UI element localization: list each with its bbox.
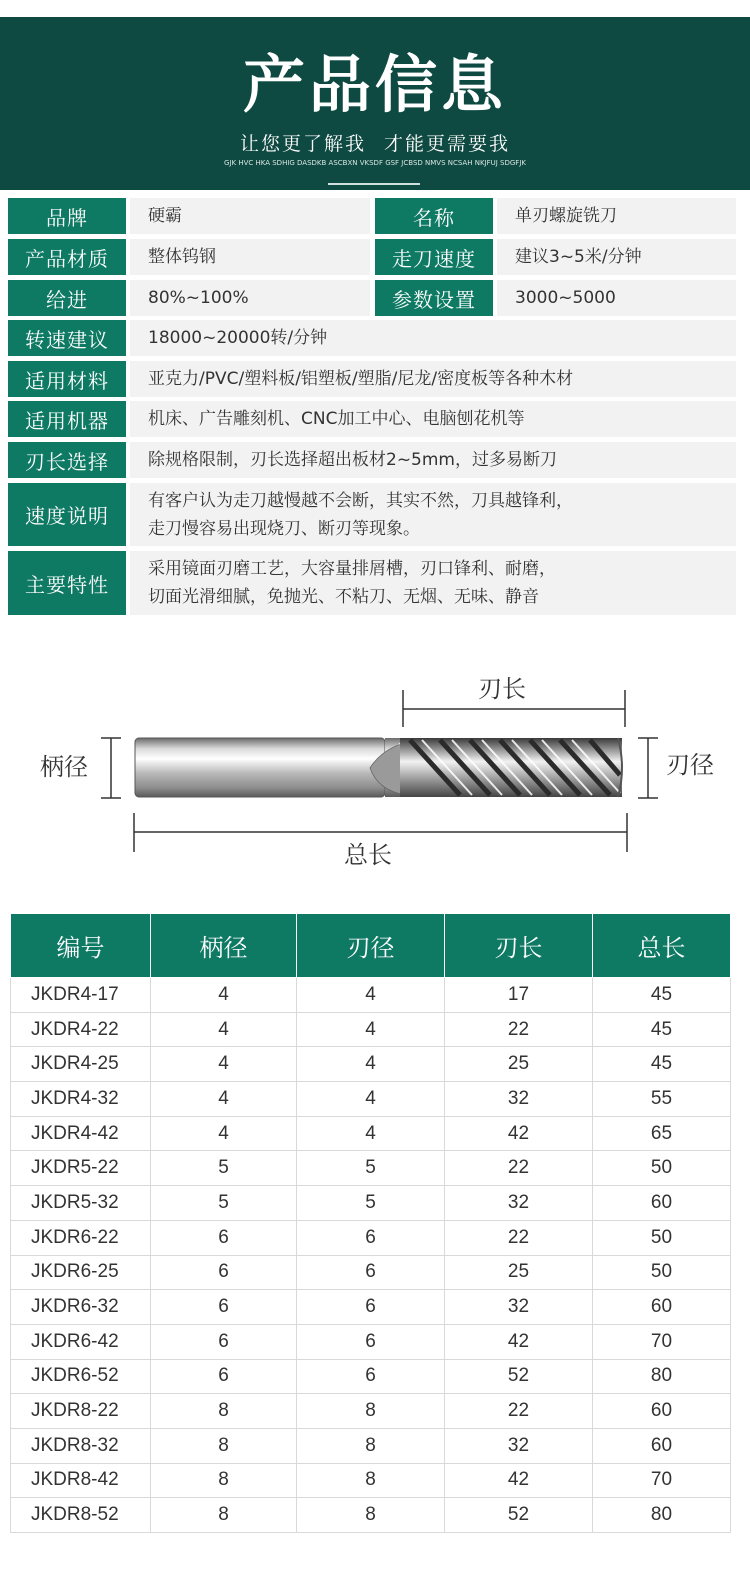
features-value xyxy=(130,551,736,615)
spec-table-header xyxy=(11,914,731,978)
decorative-letters: GJK HVC HKA SDHIG DASDKB ASCBXN VKSDF GSF JCBSD NMVS NCSAH NKJFUJ SDGFJK xyxy=(224,159,526,167)
cell-code: JKDR8-52 xyxy=(11,1498,151,1533)
cell-total-length: 45 xyxy=(593,1012,731,1047)
cell-total-length: 50 xyxy=(593,1151,731,1186)
table-row xyxy=(11,1220,731,1255)
cell-code: JKDR4-32 xyxy=(11,1082,151,1117)
materials-value: 亚克力/PVC/塑料板/铝塑板/塑脂/尼龙/密度板等各种木材 xyxy=(130,361,736,397)
table-row xyxy=(11,1394,731,1429)
name-value: 单刃螺旋铣刀 xyxy=(497,198,736,234)
cell-code: JKDR8-22 xyxy=(11,1394,151,1429)
speed-note-line-1: 有客户认为走刀越慢越不会断，其实不然，刀具越锋利， xyxy=(148,490,573,511)
cell-blade-length: 52 xyxy=(445,1359,593,1394)
cell-code: JKDR4-42 xyxy=(11,1116,151,1151)
cell-shank-dia: 6 xyxy=(151,1220,297,1255)
cell-total-length: 50 xyxy=(593,1220,731,1255)
cell-blade-dia: 4 xyxy=(297,1047,445,1082)
page-subtitle: 让您更了解我 才能更需要我 xyxy=(239,133,511,155)
feed-value: 80%~100% xyxy=(130,280,370,316)
tool-diagram xyxy=(0,670,750,880)
material-label: 产品材质 xyxy=(8,239,126,275)
cell-shank-dia: 4 xyxy=(151,1082,297,1117)
params-value: 3000~5000 xyxy=(497,280,736,316)
cell-blade-dia: 8 xyxy=(297,1394,445,1429)
cell-blade-dia: 6 xyxy=(297,1255,445,1290)
cell-code: JKDR4-25 xyxy=(11,1047,151,1082)
cell-shank-dia: 8 xyxy=(151,1463,297,1498)
cell-blade-dia: 8 xyxy=(297,1498,445,1533)
cell-total-length: 60 xyxy=(593,1428,731,1463)
cell-shank-dia: 5 xyxy=(151,1186,297,1221)
table-row xyxy=(11,1082,731,1117)
total-length-dim-label: 总长 xyxy=(344,841,392,869)
features-line-1: 采用镜面刃磨工艺，大容量排屑槽，刃口锋利、耐磨， xyxy=(148,559,556,579)
rpm-value: 18000~20000转/分钟 xyxy=(130,320,736,356)
col-header-code: 编号 xyxy=(11,914,151,978)
blade-length-value: 除规格限制，刃长选择超出板材2~5mm，过多易断刀 xyxy=(130,442,736,478)
cell-code: JKDR6-42 xyxy=(11,1324,151,1359)
cell-shank-dia: 8 xyxy=(151,1498,297,1533)
name-label: 名称 xyxy=(375,198,493,234)
info-row-speed-note xyxy=(8,483,736,546)
cell-blade-length: 22 xyxy=(445,1220,593,1255)
speed-note-line-2: 走刀慢容易出现烧刀、断刃等现象。 xyxy=(148,518,420,539)
rpm-label: 转速建议 xyxy=(8,320,126,356)
cell-shank-dia: 4 xyxy=(151,1116,297,1151)
cell-shank-dia: 6 xyxy=(151,1290,297,1325)
cell-blade-length: 22 xyxy=(445,1394,593,1429)
table-row xyxy=(11,1255,731,1290)
cell-total-length: 60 xyxy=(593,1290,731,1325)
table-row xyxy=(11,1463,731,1498)
cell-shank-dia: 8 xyxy=(151,1394,297,1429)
cell-total-length: 45 xyxy=(593,978,731,1013)
blade-dia-dim-label: 刃径 xyxy=(666,751,714,779)
cell-code: JKDR4-17 xyxy=(11,978,151,1013)
cell-code: JKDR8-42 xyxy=(11,1463,151,1498)
cell-blade-length: 25 xyxy=(445,1047,593,1082)
cell-blade-dia: 6 xyxy=(297,1290,445,1325)
cell-blade-dia: 5 xyxy=(297,1186,445,1221)
cell-blade-dia: 4 xyxy=(297,978,445,1013)
table-row xyxy=(11,1116,731,1151)
cell-code: JKDR4-22 xyxy=(11,1012,151,1047)
cell-code: JKDR6-25 xyxy=(11,1255,151,1290)
cell-blade-length: 22 xyxy=(445,1012,593,1047)
cell-blade-dia: 4 xyxy=(297,1116,445,1151)
cell-shank-dia: 6 xyxy=(151,1359,297,1394)
cell-total-length: 60 xyxy=(593,1394,731,1429)
table-row xyxy=(11,1186,731,1221)
info-row-machines xyxy=(8,401,736,437)
machines-value: 机床、广告雕刻机、CNC加工中心、电脑刨花机等 xyxy=(130,401,736,437)
col-header-blade-dia: 刃径 xyxy=(297,914,445,978)
info-row-feed xyxy=(8,280,736,316)
cell-total-length: 70 xyxy=(593,1463,731,1498)
header-banner xyxy=(0,17,750,190)
cell-blade-dia: 6 xyxy=(297,1359,445,1394)
cell-shank-dia: 8 xyxy=(151,1428,297,1463)
info-row-rpm xyxy=(8,320,736,356)
cell-blade-length: 32 xyxy=(445,1082,593,1117)
info-row-blade-length xyxy=(8,442,736,478)
feed-speed-label: 走刀速度 xyxy=(375,239,493,275)
cell-blade-length: 42 xyxy=(445,1463,593,1498)
cell-shank-dia: 6 xyxy=(151,1324,297,1359)
cell-blade-length: 32 xyxy=(445,1428,593,1463)
col-header-shank-dia: 柄径 xyxy=(151,914,297,978)
features-line-2: 切面光滑细腻，免抛光、不粘刀、无烟、无味、静音 xyxy=(148,587,539,607)
machines-label: 适用机器 xyxy=(8,401,126,437)
cell-shank-dia: 4 xyxy=(151,1047,297,1082)
table-row xyxy=(11,1324,731,1359)
cell-blade-length: 42 xyxy=(445,1116,593,1151)
shank-dia-dim-label: 柄径 xyxy=(40,753,88,781)
cell-total-length: 60 xyxy=(593,1186,731,1221)
cell-total-length: 50 xyxy=(593,1255,731,1290)
cell-total-length: 55 xyxy=(593,1082,731,1117)
cell-shank-dia: 6 xyxy=(151,1255,297,1290)
title-underline xyxy=(328,183,420,185)
page-title: 产品信息 xyxy=(242,48,507,121)
brand-value: 硬霸 xyxy=(130,198,370,234)
speed-note-value xyxy=(130,483,736,546)
params-label: 参数设置 xyxy=(375,280,493,316)
cell-code: JKDR5-22 xyxy=(11,1151,151,1186)
cell-code: JKDR6-22 xyxy=(11,1220,151,1255)
cell-total-length: 80 xyxy=(593,1359,731,1394)
cell-blade-dia: 4 xyxy=(297,1082,445,1117)
cell-shank-dia: 5 xyxy=(151,1151,297,1186)
blade-length-dim-label: 刃长 xyxy=(478,675,526,703)
cell-blade-dia: 6 xyxy=(297,1324,445,1359)
table-row xyxy=(11,978,731,1013)
cell-code: JKDR6-52 xyxy=(11,1359,151,1394)
table-row xyxy=(11,1290,731,1325)
cell-total-length: 70 xyxy=(593,1324,731,1359)
info-row-brand xyxy=(8,198,736,234)
cell-total-length: 80 xyxy=(593,1498,731,1533)
cell-blade-dia: 5 xyxy=(297,1151,445,1186)
cell-blade-dia: 8 xyxy=(297,1463,445,1498)
cell-code: JKDR6-32 xyxy=(11,1290,151,1325)
cell-blade-dia: 6 xyxy=(297,1220,445,1255)
cell-code: JKDR8-32 xyxy=(11,1428,151,1463)
cell-blade-length: 22 xyxy=(445,1151,593,1186)
cell-blade-dia: 4 xyxy=(297,1012,445,1047)
cell-shank-dia: 4 xyxy=(151,978,297,1013)
table-row xyxy=(11,1151,731,1186)
brand-label: 品牌 xyxy=(8,198,126,234)
feed-label: 给进 xyxy=(8,280,126,316)
cell-total-length: 65 xyxy=(593,1116,731,1151)
table-row xyxy=(11,1012,731,1047)
materials-label: 适用材料 xyxy=(8,361,126,397)
cell-blade-length: 17 xyxy=(445,978,593,1013)
table-row xyxy=(11,1359,731,1394)
spec-table xyxy=(10,913,731,1533)
cell-blade-length: 25 xyxy=(445,1255,593,1290)
cell-blade-length: 32 xyxy=(445,1290,593,1325)
cell-total-length: 45 xyxy=(593,1047,731,1082)
speed-note-label: 速度说明 xyxy=(8,483,126,546)
cell-shank-dia: 4 xyxy=(151,1012,297,1047)
info-row-features xyxy=(8,551,736,615)
blade-length-label: 刃长选择 xyxy=(8,442,126,478)
cell-code: JKDR5-32 xyxy=(11,1186,151,1221)
info-row-materials xyxy=(8,361,736,397)
cell-blade-length: 42 xyxy=(445,1324,593,1359)
cell-blade-dia: 8 xyxy=(297,1428,445,1463)
feed-speed-value: 建议3~5米/分钟 xyxy=(497,239,736,275)
col-header-total-length: 总长 xyxy=(593,914,731,978)
table-row xyxy=(11,1428,731,1463)
table-row xyxy=(11,1047,731,1082)
cell-blade-length: 32 xyxy=(445,1186,593,1221)
info-row-material xyxy=(8,239,736,275)
cell-blade-length: 52 xyxy=(445,1498,593,1533)
table-row xyxy=(11,1498,731,1533)
material-value: 整体钨钢 xyxy=(130,239,370,275)
col-header-blade-length: 刃长 xyxy=(445,914,593,978)
features-label: 主要特性 xyxy=(8,551,126,615)
